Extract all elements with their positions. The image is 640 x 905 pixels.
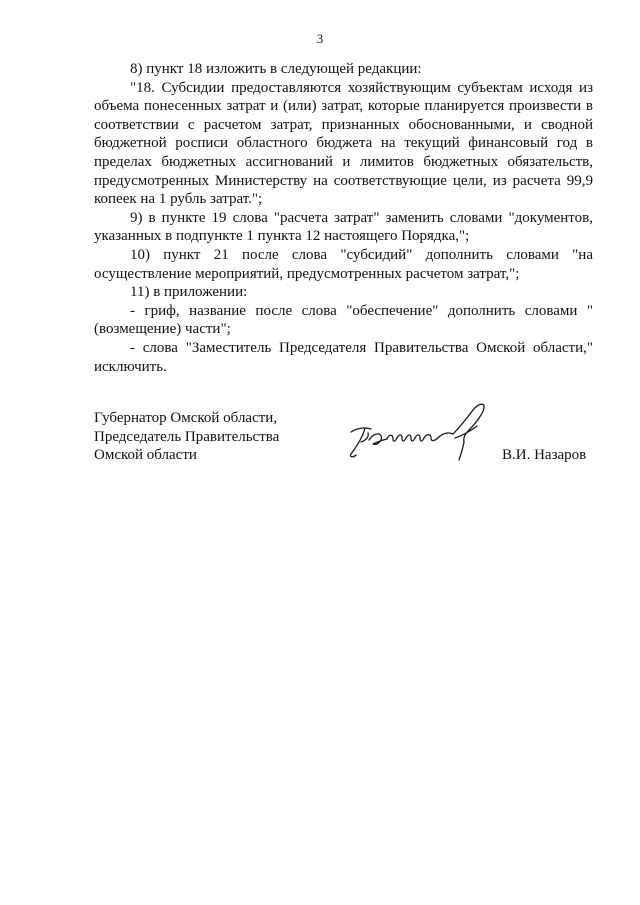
paragraph-quoted-point-18: "18. Субсидии предоставляются хозяйствующим субъектам исходя из объема понесенных затрат и (или) затрат, которые планируется произвести в соответствии с расчетом затрат, признанных обоснованными, и сводной бюджетной росписи областного бюджета на текущий финансовый год в пределах бюджетных ассигнований и лимитов бюджетных обязательств, предусмотренных Министерству на соответствующие цели, из расчета 99,9 копеек на 1 рубль затрат."; xyxy=(94,79,593,208)
signatory-position xyxy=(94,409,279,465)
signatory-position-line: Омской области xyxy=(94,447,197,464)
paragraph-item-10: 10) пункт 21 после слова "субсидий" дополнить словами "на осуществление мероприятий, предусмотренных расчетом затрат,"; xyxy=(94,246,593,282)
paragraph-item-11: 11) в приложении: xyxy=(130,284,248,301)
paragraph-item-9: 9) в пункте 19 слова "расчета затрат" заменить словами "документов, указанных в подпункте 1 пункта 12 настоящего Порядка,"; xyxy=(94,209,593,245)
paragraph-item-11-dash-1: - гриф, название после слова "обеспечение" дополнить словами "(возмещение) части"; xyxy=(94,302,593,338)
signatory-position-line: Председатель Правительства xyxy=(94,428,280,445)
paragraph-item-8: 8) пункт 18 изложить в следующей редакции: xyxy=(130,61,422,77)
handwritten-signature xyxy=(343,398,493,464)
paragraph-item-11-dash-2: - слова "Заместитель Председателя Правительства Омской области," исключить. xyxy=(94,339,593,375)
signatory-position-line: Губернатор Омской области, xyxy=(94,410,278,426)
signatory-name: В.И. Назаров xyxy=(502,447,587,463)
document-body xyxy=(94,60,593,376)
page-number: 3 xyxy=(316,31,324,46)
